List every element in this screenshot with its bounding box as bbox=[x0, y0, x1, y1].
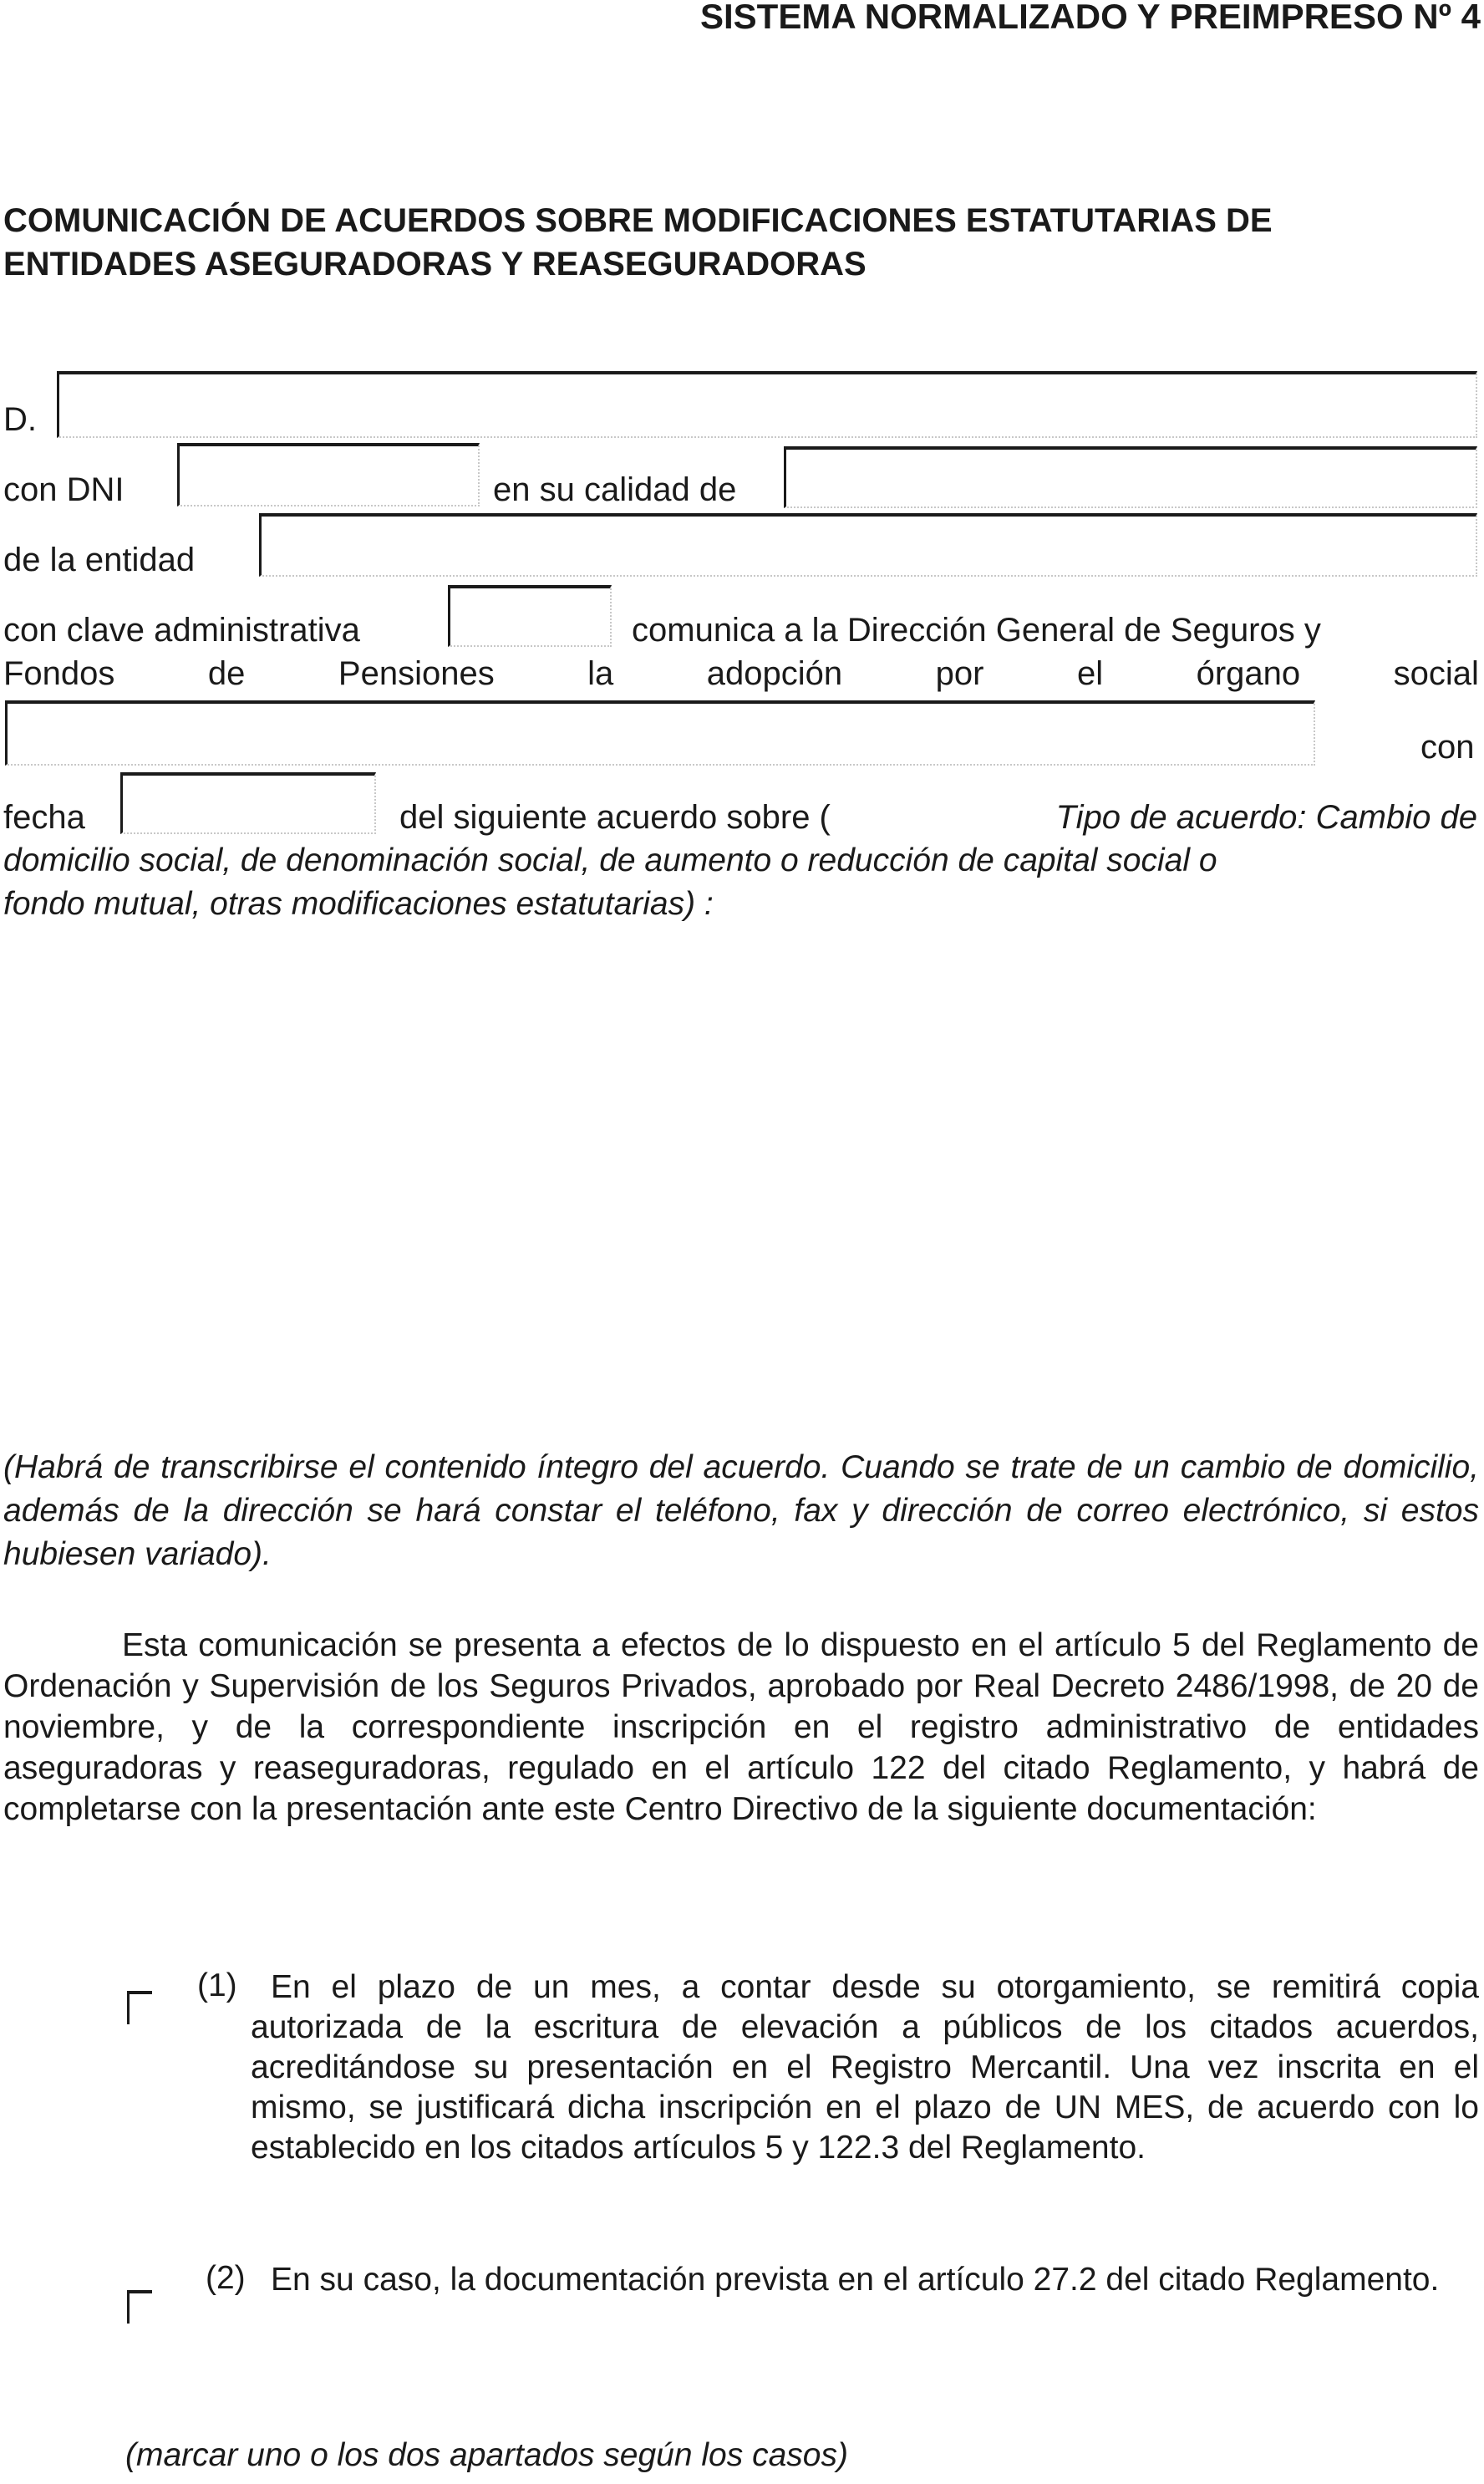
calidad-label: en su calidad de bbox=[493, 471, 737, 508]
acuerdo-text: del siguiente acuerdo sobre ( bbox=[399, 799, 831, 836]
transcription-note: (Habrá de transcribirse el contenido íntegro del acuerdo. Cuando se trate de un cambio de domicilio, además de la dirección se hará constar el teléfono, fax y dirección de correo electrónico, si estos hubiesen variado). bbox=[3, 1449, 1479, 1572]
dni-field[interactable] bbox=[177, 443, 480, 506]
d-label: D. bbox=[3, 401, 37, 438]
fondos-line bbox=[3, 655, 1479, 693]
contenido-acuerdo-area[interactable] bbox=[3, 936, 1479, 1404]
word-pensiones: Pensiones bbox=[338, 655, 495, 692]
option-2-checkbox[interactable] bbox=[127, 2290, 152, 2324]
word-social: social bbox=[1393, 655, 1479, 692]
word-la: la bbox=[587, 655, 614, 692]
calidad-field[interactable] bbox=[784, 446, 1477, 508]
word-por: por bbox=[935, 655, 984, 692]
word-adopcion: adopción bbox=[706, 655, 843, 692]
entidad-field[interactable] bbox=[259, 513, 1477, 577]
word-organo: órgano bbox=[1196, 655, 1301, 692]
tipo-line-3: fondo mutual, otras modificaciones estatutarias) : bbox=[3, 886, 714, 922]
option-2-number: (2) bbox=[206, 2260, 246, 2296]
footer-note: (marcar uno o los dos apartados según los casos) bbox=[125, 2437, 848, 2473]
body-paragraph: Esta comunicación se presenta a efectos de lo dispuesto en el artículo 5 del Reglamento de Ordenación y Supervisión de los Seguros Privados, aprobado por Real Decreto 2486/1998, de 20 de noviembre, y de la correspondiente inscripción en el registro administrativo de entidades aseguradoras y reaseguradoras, regulado en el artículo 122 del citado Reglamento, y habrá de completarse con la presentación ante este Centro Directivo de la siguiente documentación: bbox=[3, 1627, 1479, 1827]
option-1-checkbox[interactable] bbox=[127, 1991, 152, 2024]
fecha-field[interactable] bbox=[120, 772, 376, 834]
tipo-line-2: domicilio social, de denominación social, de aumento o reducción de capital social o bbox=[3, 842, 1217, 878]
acuerdo-line bbox=[399, 799, 1477, 837]
option-1-number: (1) bbox=[197, 1967, 237, 2003]
clave-label: con clave administrativa bbox=[3, 612, 360, 649]
word-el: el bbox=[1076, 655, 1104, 692]
nombre-field[interactable] bbox=[57, 371, 1477, 438]
document-title-line-2: ENTIDADES ASEGURADORAS Y REASEGURADORAS bbox=[3, 246, 867, 283]
acuerdo-italic: Tipo de acuerdo: Cambio de bbox=[1055, 799, 1477, 836]
dni-label: con DNI bbox=[3, 471, 125, 508]
word-fondos: Fondos bbox=[3, 655, 115, 692]
fecha-label: fecha bbox=[3, 799, 85, 836]
option-1-text: En el plazo de un mes, a contar desde su otorgamiento, se remitirá copia autorizada de la escritura de elevación a públicos de los citados acuerdos, acreditándose su presentación en el Registro Mercantil. Una vez inscrita en el mismo, se justificará dicha inscripción en el plazo de UN MES, de acuerdo con lo establecido en los citados artículos 5 y 122.3 del Reglamento. bbox=[251, 1969, 1479, 2166]
organo-field[interactable] bbox=[5, 700, 1315, 766]
word-de: de bbox=[207, 655, 246, 692]
con-label: con bbox=[1420, 729, 1475, 766]
option-2-text: En su caso, la documentación prevista en el artículo 27.2 del citado Reglamento. bbox=[271, 2262, 1440, 2298]
entidad-label: de la entidad bbox=[3, 542, 196, 578]
comunica-text: comunica a la Dirección General de Seguros y bbox=[632, 612, 1321, 649]
system-title: SISTEMA NORMALIZADO Y PREIMPRESO Nº 4 bbox=[699, 0, 1481, 36]
document-title-line-1: COMUNICACIÓN DE ACUERDOS SOBRE MODIFICACIONES ESTATUTARIAS DE bbox=[3, 202, 1273, 239]
clave-field[interactable] bbox=[448, 585, 612, 647]
